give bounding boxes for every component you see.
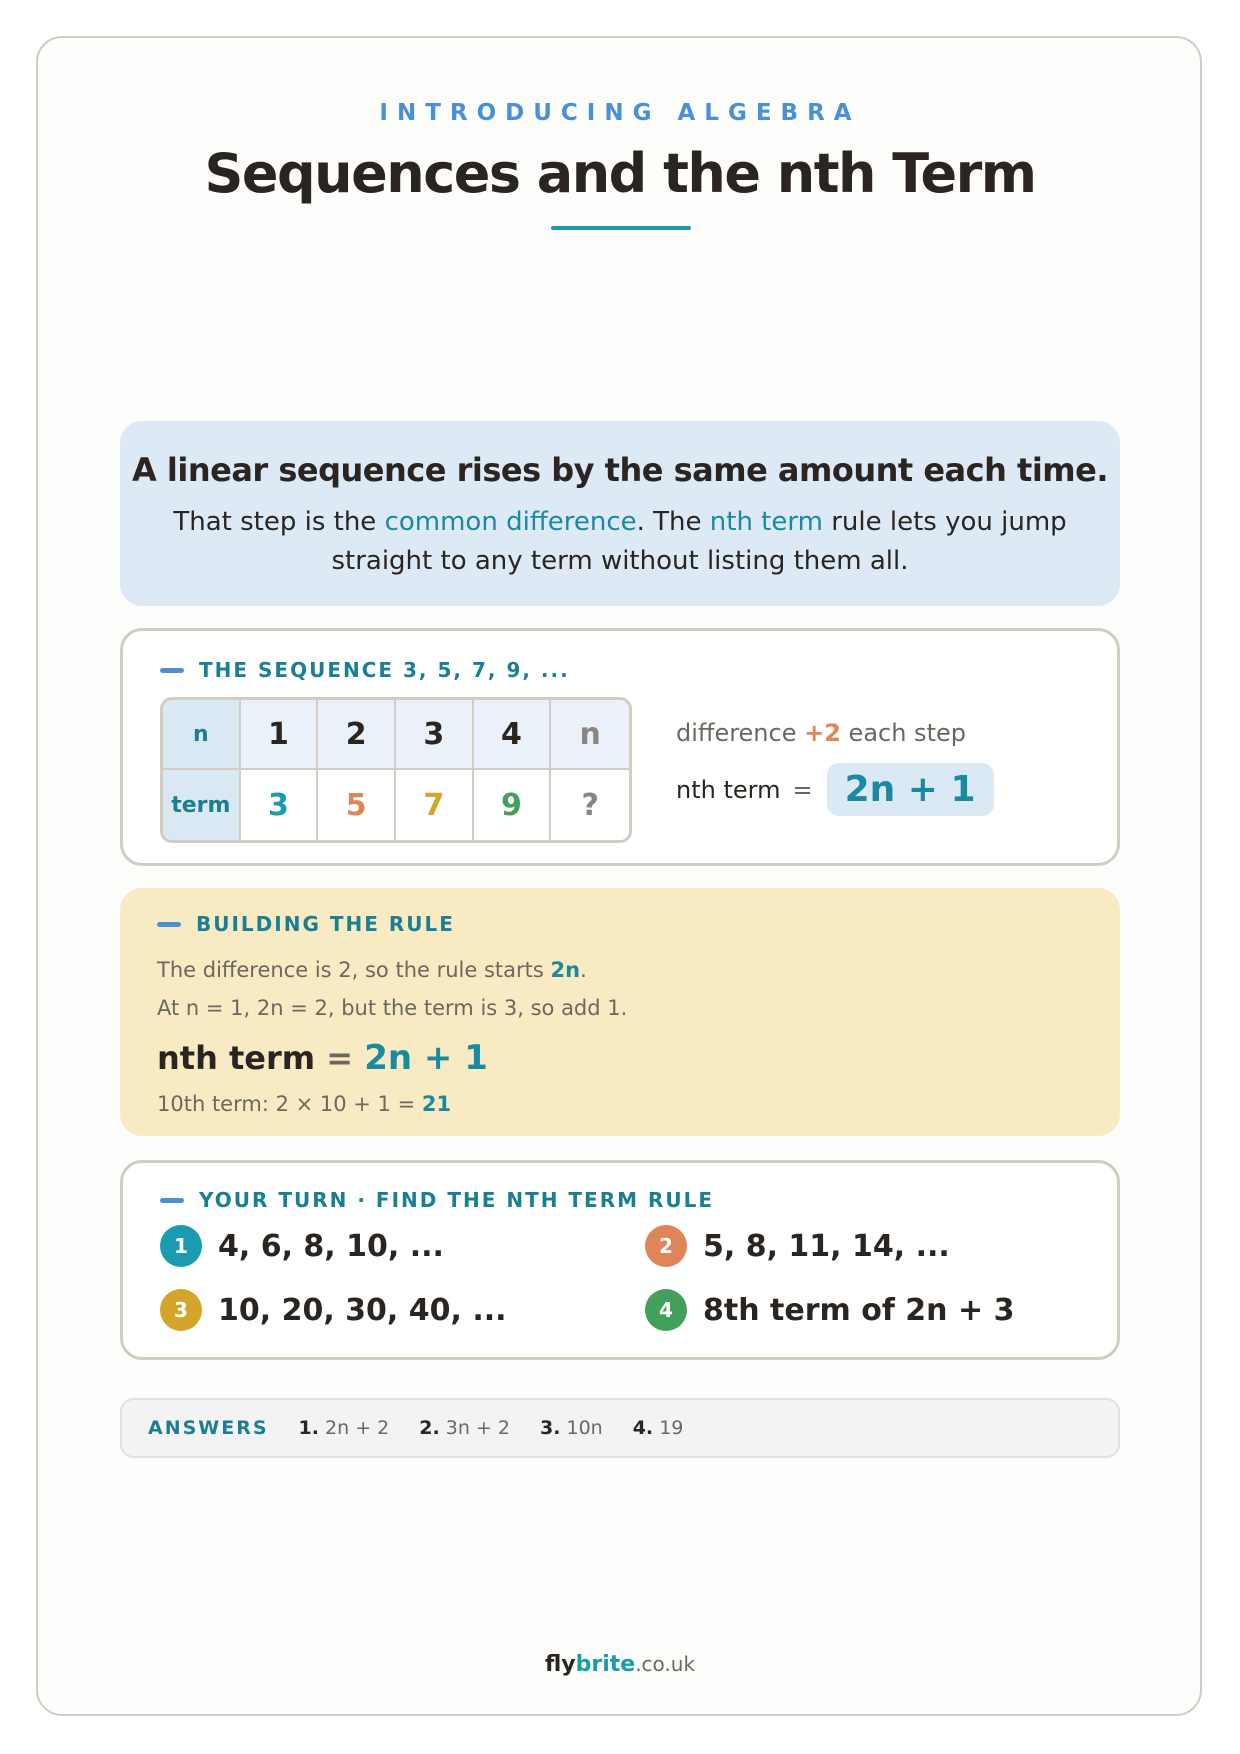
nth-term-term: nth term [709, 507, 823, 537]
rule-result [157, 1038, 488, 1078]
sequence-card [120, 628, 1120, 866]
step-text: . [580, 958, 587, 982]
question-text: 4, 6, 8, 10, ... [218, 1228, 444, 1264]
term-cell: 7 [396, 770, 474, 840]
number-badge: 4 [645, 1289, 687, 1331]
difference-note [676, 719, 966, 747]
term-cell: 5 [318, 770, 396, 840]
answer-value: 10n [566, 1417, 603, 1439]
brand-part: brite [575, 1652, 636, 1677]
difference-text: each step [840, 719, 966, 747]
answer-value: 19 [659, 1417, 684, 1439]
label-dash [160, 1198, 184, 1203]
sequence-table [160, 697, 632, 843]
question-text: 8th term of 2n + 3 [703, 1292, 1015, 1328]
answers-row [122, 1400, 1118, 1456]
your-turn-label-text: YOUR TURN · FIND THE NTH TERM RULE [199, 1188, 715, 1212]
term-cell: 9 [474, 770, 552, 840]
n-cell: 3 [396, 700, 474, 770]
question-text: 5, 8, 11, 14, ... [703, 1228, 950, 1264]
difference-text: difference [676, 719, 805, 747]
footer-brand [0, 1652, 1240, 1677]
title-underline [551, 226, 691, 230]
answer-item [419, 1417, 510, 1439]
answer-number: 3. [539, 1417, 561, 1439]
page-frame [36, 36, 1202, 1716]
answer-item [540, 1417, 603, 1439]
number-badge: 3 [160, 1289, 202, 1331]
your-turn-card [120, 1160, 1120, 1360]
intro-text: . The [636, 507, 710, 537]
example-text: 10th term: 2 × 10 + 1 = [157, 1092, 422, 1116]
answers-label: ANSWERS [148, 1417, 269, 1439]
question-3 [160, 1289, 507, 1331]
term-cell: ? [551, 770, 629, 840]
nth-term-pill: 2n + 1 [827, 763, 994, 816]
answer-number: 1. [298, 1417, 319, 1439]
intro-panel [120, 421, 1120, 606]
step-text: The difference is 2, so the rule starts [157, 958, 551, 982]
label-dash [160, 668, 184, 673]
answer-number: 4. [632, 1417, 654, 1439]
rule-example [157, 1092, 451, 1116]
n-cell: 2 [318, 700, 396, 770]
common-difference-term: common difference [384, 507, 637, 537]
question-2 [645, 1225, 950, 1267]
eyebrow: INTRODUCING ALGEBRA [379, 100, 861, 126]
table-header-term: term [163, 770, 241, 840]
answer-item [633, 1417, 684, 1439]
rule-step-1 [157, 958, 587, 982]
equals-sign: = [326, 1039, 354, 1077]
intro-body [170, 503, 1070, 581]
rule-result-value: 2n + 1 [364, 1038, 488, 1078]
answer-number: 2. [419, 1417, 440, 1439]
intro-text: rule lets you jump straight to any term without listing them all. [331, 507, 1067, 576]
n-cell: n [551, 700, 629, 770]
nth-term-summary [676, 763, 994, 816]
nth-term-label: nth term [676, 775, 781, 804]
rule-result-label: nth term [157, 1039, 316, 1077]
table-header-n: n [163, 700, 241, 770]
answer-item [299, 1417, 390, 1439]
intro-text: That step is the [173, 507, 385, 537]
number-badge: 2 [645, 1225, 687, 1267]
building-rule-card [120, 888, 1120, 1136]
page-title: Sequences and the nth Term [204, 142, 1036, 205]
term-cell: 3 [241, 770, 319, 840]
question-4 [645, 1289, 1014, 1331]
question-1 [160, 1225, 444, 1267]
difference-value: +2 [804, 719, 841, 747]
question-text: 10, 20, 30, 40, ... [218, 1292, 507, 1328]
brand-domain: .co.uk [635, 1652, 696, 1676]
n-cell: 4 [474, 700, 552, 770]
building-section-label [157, 912, 455, 936]
building-label-text: BUILDING THE RULE [196, 912, 455, 936]
answer-value: 3n + 2 [445, 1417, 510, 1439]
intro-headline: A linear sequence rises by the same amount each time. [132, 451, 1108, 489]
your-turn-section-label [160, 1188, 714, 1212]
step-value: 2n [550, 958, 581, 982]
rule-step-2: At n = 1, 2n = 2, but the term is 3, so add 1. [157, 996, 628, 1020]
sequence-label-text: THE SEQUENCE 3, 5, 7, 9, ... [199, 658, 570, 682]
n-cell: 1 [241, 700, 319, 770]
answer-value: 2n + 2 [325, 1417, 390, 1439]
example-value: 21 [421, 1092, 452, 1116]
number-badge: 1 [160, 1225, 202, 1267]
label-dash [157, 922, 181, 927]
sequence-section-label [160, 658, 570, 682]
brand-part: fly [544, 1652, 576, 1677]
equals-sign: = [792, 775, 813, 804]
answers-bar [120, 1398, 1120, 1458]
